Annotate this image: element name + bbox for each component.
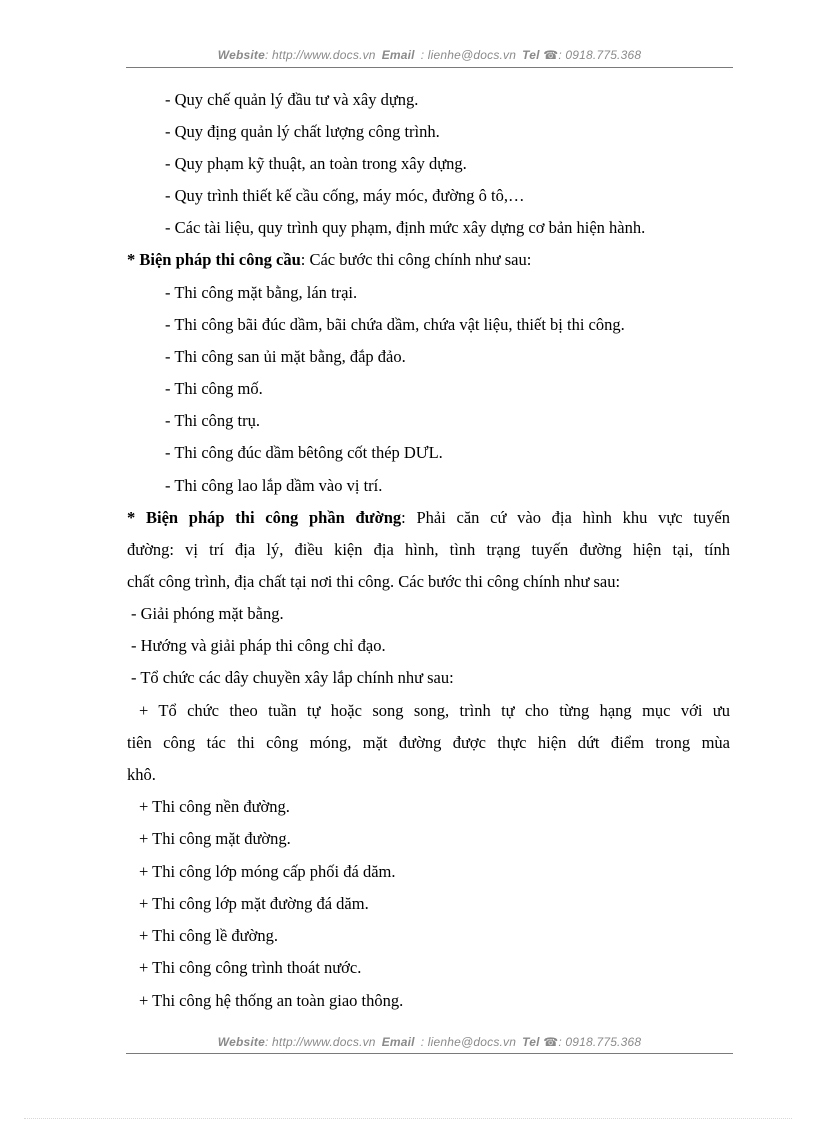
road-heading — [127, 508, 730, 528]
phone-icon: ☎ — [543, 48, 559, 62]
bridge-heading-bold: * Biện pháp thi công cầu — [127, 250, 301, 269]
header-email-link[interactable]: : lienhe@docs.vn — [420, 48, 517, 62]
list-item: - Quy chế quản lý đầu tư và xây dựng. — [165, 90, 419, 109]
bridge-heading-rest: : Các bước thi công chính như sau: — [300, 250, 532, 269]
header-tel-label: Tel — [522, 48, 540, 62]
page-footer — [126, 1035, 733, 1049]
footer-email-link[interactable]: : lienhe@docs.vn — [420, 1035, 517, 1049]
list-item: - Thi công bãi đúc dầm, bãi chứa dầm, chứa vật liệu, thiết bị thi công. — [165, 315, 625, 334]
list-item: - Thi công mặt bằng, lán trại. — [165, 283, 358, 302]
header-tel-value: : 0918.775.368 — [558, 48, 642, 62]
list-item: - Tổ chức các dây chuyền xây lắp chính như sau: — [131, 668, 454, 687]
list-item: - Thi công trụ. — [165, 411, 261, 430]
footer-rule — [126, 1053, 733, 1054]
header-rule — [126, 67, 733, 68]
list-item: - Quy địng quản lý chất lượng công trình. — [165, 122, 440, 141]
list-item: - Thi công lao lắp dầm vào vị trí. — [165, 476, 383, 495]
footer-tel-label: Tel — [522, 1035, 540, 1049]
list-item: + Thi công hệ thống an toàn giao thông. — [139, 991, 404, 1010]
list-item: + Thi công lớp móng cấp phối đá dăm. — [139, 862, 396, 881]
header-website-link[interactable]: : http://www.docs.vn — [264, 48, 376, 62]
list-item: + Thi công nền đường. — [139, 797, 290, 816]
paragraph-line: khô. — [127, 765, 156, 784]
page-edge-divider — [24, 1118, 792, 1119]
list-item: - Giải phóng mặt bằng. — [131, 604, 284, 623]
list-item: + Thi công lề đường. — [139, 926, 278, 945]
list-item: - Thi công đúc dầm bêtông cốt thép DƯL. — [165, 443, 443, 462]
paragraph-line: tiên công tác thi công móng, mặt đường được thực hiện dứt điểm trong mùa — [127, 733, 730, 752]
header-email-label: Email — [381, 48, 415, 62]
list-item: + Thi công lớp mặt đường đá dăm. — [139, 894, 369, 913]
list-item: + Thi công mặt đường. — [139, 829, 291, 848]
footer-email-label: Email — [381, 1035, 415, 1049]
list-item: - Các tài liệu, quy trình quy phạm, định mức xây dựng cơ bản hiện hành. — [165, 218, 646, 237]
road-heading-rest: : Phải căn cứ vào địa hình khu vực tuyến — [401, 508, 731, 527]
header-website-label: Website — [217, 48, 265, 62]
list-item: - Quy phạm kỹ thuật, an toàn trong xây dựng. — [165, 154, 467, 173]
page-header — [126, 48, 733, 62]
paragraph-line: đường: vị trí địa lý, điều kiện địa hình, tình trạng tuyến đường hiện tại, tính — [127, 540, 730, 559]
paragraph-line: + Tổ chức theo tuần tự hoặc song song, trình tự cho từng hạng mục với ưu — [139, 701, 730, 720]
list-item: - Thi công san ủi mặt bằng, đắp đảo. — [165, 347, 406, 366]
list-item: + Thi công công trình thoát nước. — [139, 958, 362, 977]
footer-website-label: Website — [217, 1035, 265, 1049]
list-item: - Quy trình thiết kế cầu cống, máy móc, đường ô tô,… — [165, 186, 525, 205]
paragraph-line: chất công trình, địa chất tại nơi thi công. Các bước thi công chính như sau: — [127, 572, 621, 591]
footer-website-link[interactable]: : http://www.docs.vn — [264, 1035, 376, 1049]
phone-icon: ☎ — [543, 1035, 559, 1049]
list-item: - Thi công mố. — [165, 379, 263, 398]
bridge-heading — [127, 250, 730, 270]
footer-tel-value: : 0918.775.368 — [558, 1035, 642, 1049]
road-heading-bold: * Biện pháp thi công phần đường — [127, 508, 402, 527]
list-item: - Hướng và giải pháp thi công chỉ đạo. — [131, 636, 386, 655]
